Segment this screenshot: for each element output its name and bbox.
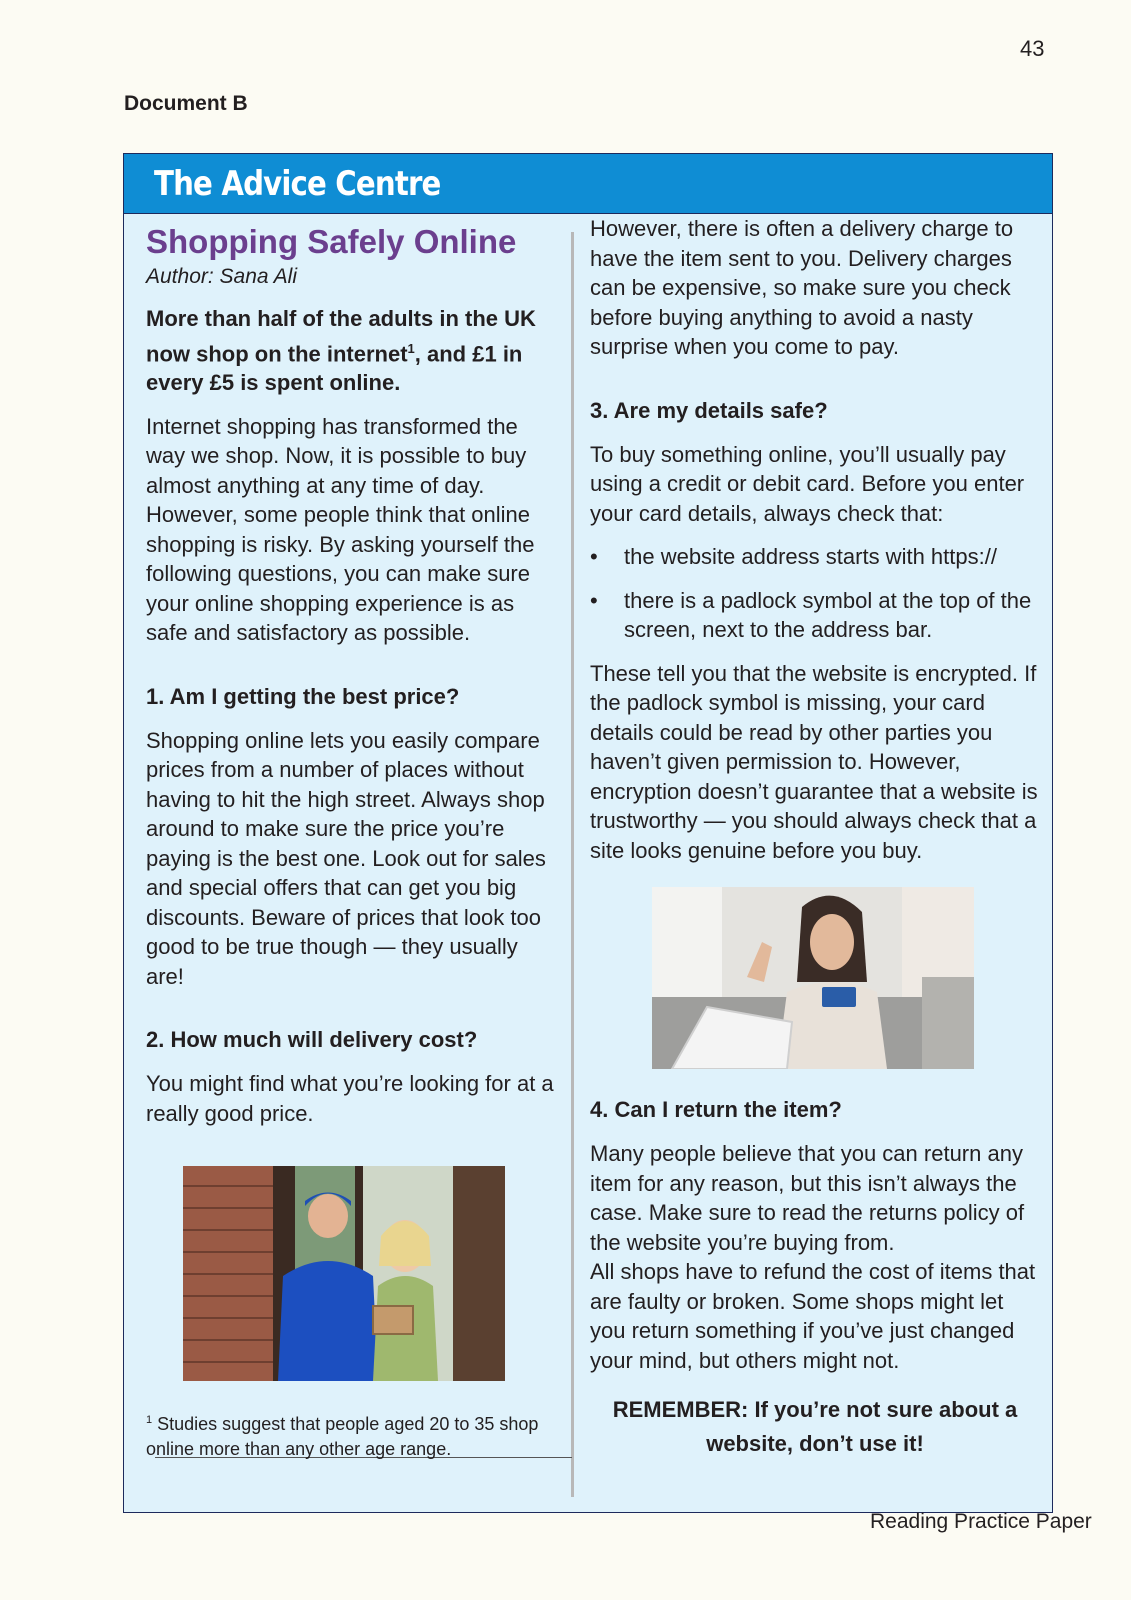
document-label: Document B	[124, 92, 248, 115]
footnote	[146, 1408, 556, 1462]
section-4-heading: 4. Can I return the item?	[590, 1097, 842, 1122]
footnote-marker: 1	[407, 340, 415, 356]
section-2-heading: 2. How much will delivery cost?	[146, 1027, 478, 1053]
section-4-body-1: Many people believe that you can return any item for any reason, but this isn’t always the case. Make sure to read the returns policy of the website you’re buying from.	[590, 1141, 1025, 1255]
section-2-body: You might find what you’re looking for at a really good price.	[146, 1071, 554, 1126]
delivery-illustration	[183, 1166, 505, 1381]
banner	[124, 154, 1052, 214]
section-1-body: Shopping online lets you easily compare prices from a number of places without having to hit the high street. Always shop around to make sure the price you’re paying is the best one. Look out for sales and special offers that can get you big discounts. Beware of prices that look too good to be true though — they usually are!	[146, 727, 546, 989]
section-1-heading: 1. Am I getting the best price?	[146, 683, 460, 709]
article-title: Shopping Safely Online	[146, 223, 517, 260]
check-list	[590, 542, 1040, 645]
article-lead: More than half of the adults in the UK now shop on the internet$^1$, and £1 in every £5 is spent online.	[146, 306, 536, 396]
section-3-body: To buy something online, you’ll usually pay using a credit or debit card. Before you enter your card details, always check that:	[590, 441, 1025, 526]
article-author: Author: Sana Ali	[146, 265, 297, 288]
woman-laptop-illustration	[652, 887, 974, 1069]
banner-title: The Advice Centre	[154, 163, 441, 204]
footer-label: Reading Practice Paper	[870, 1510, 1092, 1533]
section-3-after: These tell you that the website is encrypted. If the padlock symbol is missing, your card details could be read by other parties you haven’t given permission to. However, encryption doesn’t guarantee that a website is trustworthy — you should always check that a site looks genuine before you buy.	[590, 660, 1038, 863]
check-item: • the website address starts with https://	[590, 542, 1040, 572]
article-intro: Internet shopping has transformed the way we shop. Now, it is possible to buy almost anything at any time of day. However, some people think that online shopping is risky. By asking yourself the following questions, you can make sure your online shopping experience is as safe and satisfactory as possible.	[146, 413, 535, 646]
column-divider	[571, 232, 574, 1497]
advice-panel	[123, 153, 1053, 1513]
footnote-number: 1	[146, 1414, 153, 1426]
section-2-continued: However, there is often a delivery charge to have the item sent to you. Delivery charges can be expensive, so make sure you check before buying anything to avoid a nasty surprise when you come to pay.	[590, 216, 1014, 359]
footnote-text: Studies suggest that people aged 20 to 35 shop online more than any other age range.	[146, 1414, 539, 1459]
left-column	[146, 214, 556, 1381]
remember-callout: REMEMBER: If you’re not sure about a website, don’t use it!	[612, 1397, 1018, 1456]
page-number: 43	[1020, 36, 1045, 61]
section-4-body-2: All shops have to refund the cost of items that are faulty or broken. Some shops might let you return something if you’ve just changed your mind, but others might not.	[590, 1259, 1036, 1373]
check-item: • there is a padlock symbol at the top of the screen, next to the address bar.	[590, 586, 1040, 645]
right-column	[590, 214, 1040, 1461]
delivery-photo	[183, 1166, 505, 1381]
woman-laptop-photo	[652, 887, 974, 1069]
section-3-heading: 3. Are my details safe?	[590, 397, 828, 423]
